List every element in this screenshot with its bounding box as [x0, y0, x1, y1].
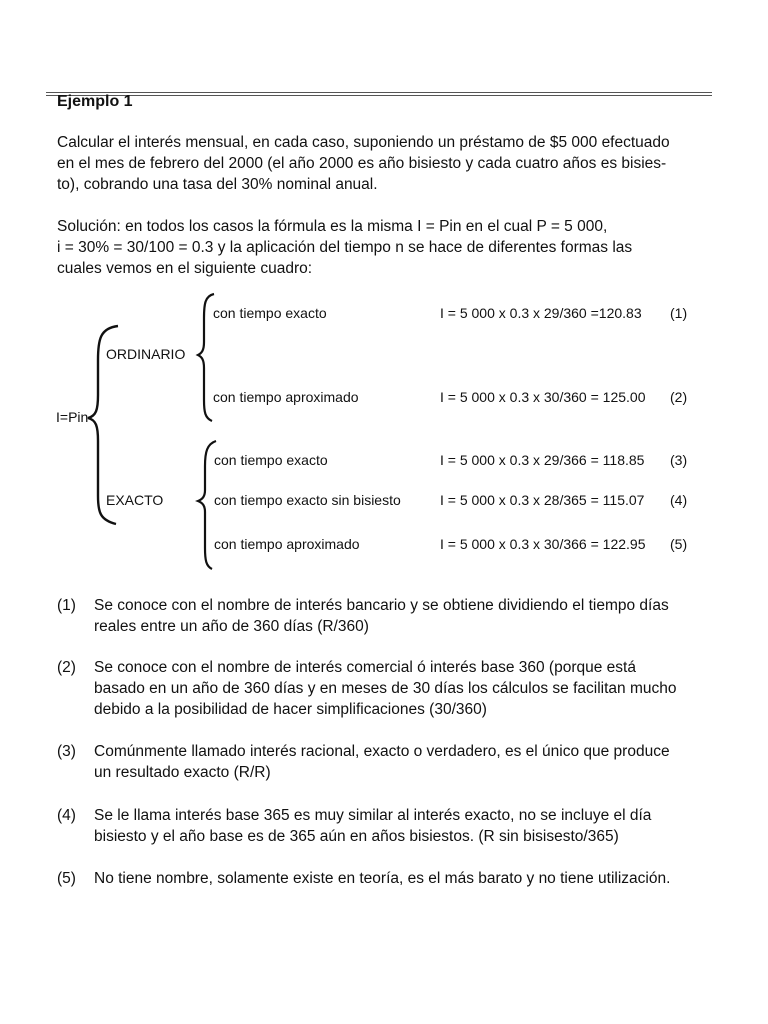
note-3-line-2: un resultado exacto (R/R) — [94, 764, 271, 781]
note-1-line-1: Se conoce con el nombre de interés bancario y se obtiene dividiendo el tiempo días — [94, 597, 669, 614]
note-4-line-1: Se le llama interés base 365 es muy similar al interés exacto, no se incluye el día — [94, 807, 652, 824]
ordinario-ref-2: (2) — [670, 389, 688, 405]
exacto-case-3: con tiempo aproximado — [214, 536, 360, 552]
solution-line-3: cuales vemos en el siguiente cuadro: — [57, 260, 313, 277]
note-4-num: (4) — [57, 807, 76, 824]
ordinario-formula-1: I = 5 000 x 0.3 x 29/360 =120.83 — [440, 305, 642, 321]
note-5-line-1: No tiene nombre, solamente existe en teoría, es el más barato y no tiene utilización. — [94, 870, 671, 887]
exacto-formula-1: I = 5 000 x 0.3 x 29/366 = 118.85 — [440, 452, 645, 468]
ordinario-brace — [198, 294, 214, 421]
heading: Ejemplo 1 — [57, 93, 133, 110]
note-3-num: (3) — [57, 743, 76, 760]
note-1-line-2: reales entre un año de 360 días (R/360) — [94, 618, 369, 635]
exacto-ref-2: (4) — [670, 492, 688, 508]
ordinario-label: ORDINARIO — [106, 346, 186, 362]
note-2-line-1: Se conoce con el nombre de interés comercial ó interés base 360 (porque está — [94, 659, 636, 676]
ordinario-ref-1: (1) — [670, 305, 688, 321]
exacto-case-2: con tiempo exacto sin bisiesto — [214, 492, 401, 508]
exacto-formula-3: I = 5 000 x 0.3 x 30/366 = 122.95 — [440, 536, 646, 552]
root-label: I=Pin — [56, 409, 89, 425]
solution-line-2: i = 30% = 30/100 = 0.3 y la aplicación del tiempo n se hace de diferentes formas las — [57, 239, 633, 256]
note-2-line-2: basado en un año de 360 días y en meses de 30 días los cálculos se facilitan mucho — [94, 680, 677, 697]
note-2-num: (2) — [57, 659, 76, 676]
ordinario-case-2: con tiempo aproximado — [213, 389, 359, 405]
exacto-formula-2: I = 5 000 x 0.3 x 28/365 = 115.07 — [440, 492, 645, 508]
note-2-line-3: debido a la posibilidad de hacer simplificaciones (30/360) — [94, 701, 487, 718]
exacto-case-1: con tiempo exacto — [214, 452, 328, 468]
note-1-num: (1) — [57, 597, 76, 614]
intro-line-2: en el mes de febrero del 2000 (el año 2000 es año bisiesto y cada cuatro años es bisies- — [57, 155, 667, 172]
intro-line-3: to), cobrando una tasa del 30% nominal anual. — [57, 176, 378, 193]
ordinario-case-1: con tiempo exacto — [213, 305, 327, 321]
exacto-ref-3: (5) — [670, 536, 688, 552]
solution-line-1: Solución: en todos los casos la fórmula es la misma I = Pin en el cual P = 5 000, — [57, 218, 608, 235]
note-5-num: (5) — [57, 870, 76, 887]
exacto-label: EXACTO — [106, 492, 164, 508]
ordinario-formula-2: I = 5 000 x 0.3 x 30/360 = 125.00 — [440, 389, 646, 405]
note-4-line-2: bisiesto y el año base es de 365 aún en años bisiestos. (R sin bisisesto/365) — [94, 828, 619, 845]
exacto-ref-1: (3) — [670, 452, 688, 468]
intro-line-1: Calcular el interés mensual, en cada caso, suponiendo un préstamo de $5 000 efectuado — [57, 134, 670, 151]
note-3-line-1: Comúnmente llamado interés racional, exacto o verdadero, es el único que produce — [94, 743, 670, 760]
